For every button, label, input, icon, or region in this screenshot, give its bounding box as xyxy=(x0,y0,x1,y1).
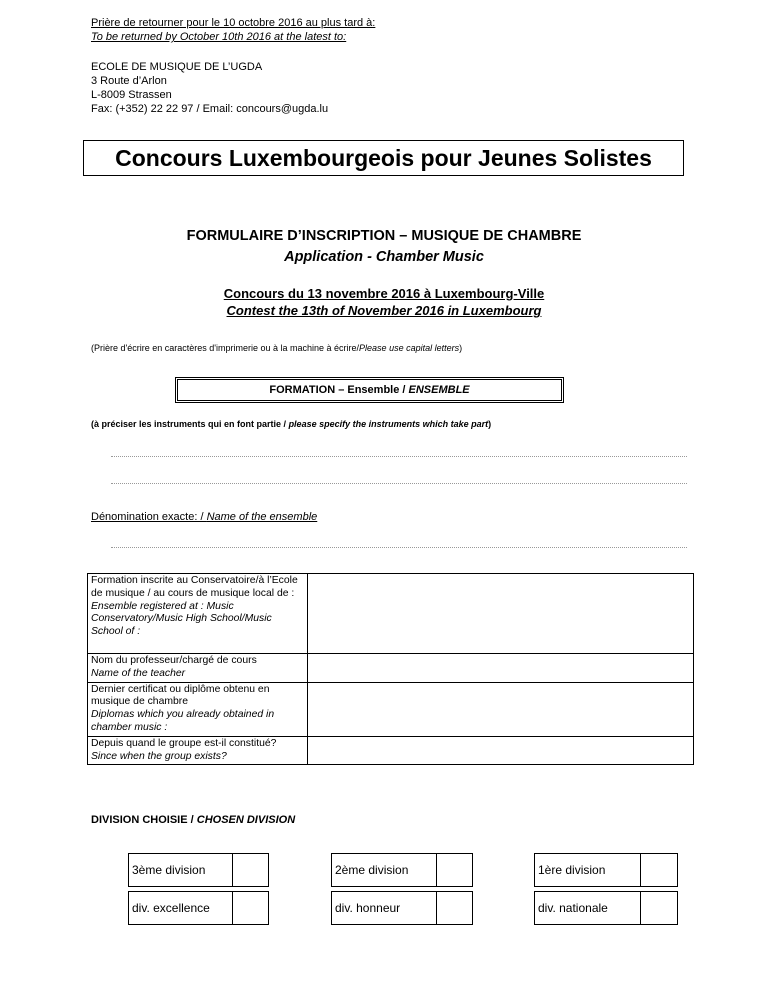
instruments-note xyxy=(91,419,491,429)
table-row xyxy=(88,654,694,683)
ensemble-info-table xyxy=(87,573,694,765)
division-checkbox-1ere[interactable] xyxy=(640,853,678,887)
label-fr: Depuis quand le groupe est-il constitué? xyxy=(91,737,277,749)
return-instructions xyxy=(91,16,375,44)
return-instructions-fr: Prière de retourner pour le 10 octobre 2016 au plus tard à: xyxy=(91,17,376,29)
writing-note-close: ) xyxy=(459,343,463,353)
division-checkbox-excellence[interactable] xyxy=(232,891,269,925)
label-en: Name of the teacher xyxy=(91,667,186,679)
contest-date-en: Contest the 13th of November 2016 in Luxembourg xyxy=(226,303,542,318)
table-row xyxy=(88,574,694,654)
label-en: Diplomas which you already obtained in chamber music : xyxy=(91,709,275,733)
table-row-label xyxy=(88,574,308,654)
form-subtitle: Application - Chamber Music xyxy=(284,249,484,265)
division-checkbox-3eme[interactable] xyxy=(232,853,269,887)
form-title: FORMULAIRE D’INSCRIPTION – MUSIQUE DE CHAMBRE xyxy=(186,228,582,244)
return-instructions-en: To be returned by October 10th 2016 at the latest to: xyxy=(91,31,347,43)
contest-title: Concours Luxembourgeois pour Jeunes Solistes xyxy=(83,140,684,176)
label-en: Ensemble registered at : Music Conservatory/Music High School/Music School of : xyxy=(91,600,272,638)
table-row xyxy=(88,736,694,765)
label-en: Since when the group exists? xyxy=(91,750,227,762)
diploma-field[interactable] xyxy=(308,682,694,736)
ensemble-name-label-en: Name of the ensemble xyxy=(206,511,318,523)
division-option-nationale: div. nationale xyxy=(534,891,641,925)
instruments-note-close: ) xyxy=(488,419,492,429)
division-option-honneur: div. honneur xyxy=(331,891,437,925)
instruments-note-en: please specify the instruments which take part xyxy=(288,419,489,429)
label-fr: Dernier certificat ou diplôme obtenu en musique de chambre xyxy=(91,683,270,708)
division-label-fr: DIVISION CHOISIE / xyxy=(91,814,197,826)
formation-heading-en: ENSEMBLE xyxy=(408,384,470,396)
contest-date-fr: Concours du 13 novembre 2016 à Luxembourg-Ville xyxy=(223,286,545,301)
division-checkbox-honneur[interactable] xyxy=(436,891,473,925)
table-row-label xyxy=(88,682,308,736)
address-line-2: 3 Route d’Arlon xyxy=(91,75,167,87)
address-line-1: ECOLE DE MUSIQUE DE L’UGDA xyxy=(91,61,263,73)
ensemble-name-label xyxy=(91,511,317,523)
formation-heading-fr: FORMATION – Ensemble / xyxy=(269,384,409,396)
label-fr: Nom du professeur/chargé de cours xyxy=(91,655,257,666)
writing-note xyxy=(91,343,462,353)
table-row xyxy=(88,682,694,736)
label-fr: Formation inscrite au Conservatoire/à l’Ecole de musique / au cours de musique local de : xyxy=(91,575,298,599)
instruments-note-fr: (à préciser les instruments qui en font partie / xyxy=(91,419,289,429)
table-row-label xyxy=(88,654,308,683)
table-row-label xyxy=(88,736,308,765)
formation-heading xyxy=(175,377,564,403)
address-block xyxy=(91,60,328,116)
instruments-line-2[interactable] xyxy=(111,483,687,484)
teacher-name-field[interactable] xyxy=(308,654,694,683)
division-checkbox-2eme[interactable] xyxy=(436,853,473,887)
division-option-1ere: 1ère division xyxy=(534,853,641,887)
division-option-excellence: div. excellence xyxy=(128,891,233,925)
writing-note-fr: (Prière d'écrire en caractères d'imprimerie ou à la machine à écrire/ xyxy=(91,343,360,353)
division-label-en: CHOSEN DIVISION xyxy=(196,814,296,826)
division-option-3eme: 3ème division xyxy=(128,853,233,887)
ensemble-name-line[interactable] xyxy=(111,547,687,548)
address-line-4: Fax: (+352) 22 22 97 / Email: concours@ugda.lu xyxy=(91,103,329,115)
writing-note-en: Please use capital letters xyxy=(359,343,460,353)
ensemble-name-label-fr: Dénomination exacte: / xyxy=(91,511,207,523)
instruments-line-1[interactable] xyxy=(111,456,687,457)
address-line-3: L-8009 Strassen xyxy=(91,89,172,101)
group-since-field[interactable] xyxy=(308,736,694,765)
registered-at-field[interactable] xyxy=(308,574,694,654)
division-option-2eme: 2ème division xyxy=(331,853,437,887)
division-label xyxy=(91,814,295,826)
division-checkbox-nationale[interactable] xyxy=(640,891,678,925)
